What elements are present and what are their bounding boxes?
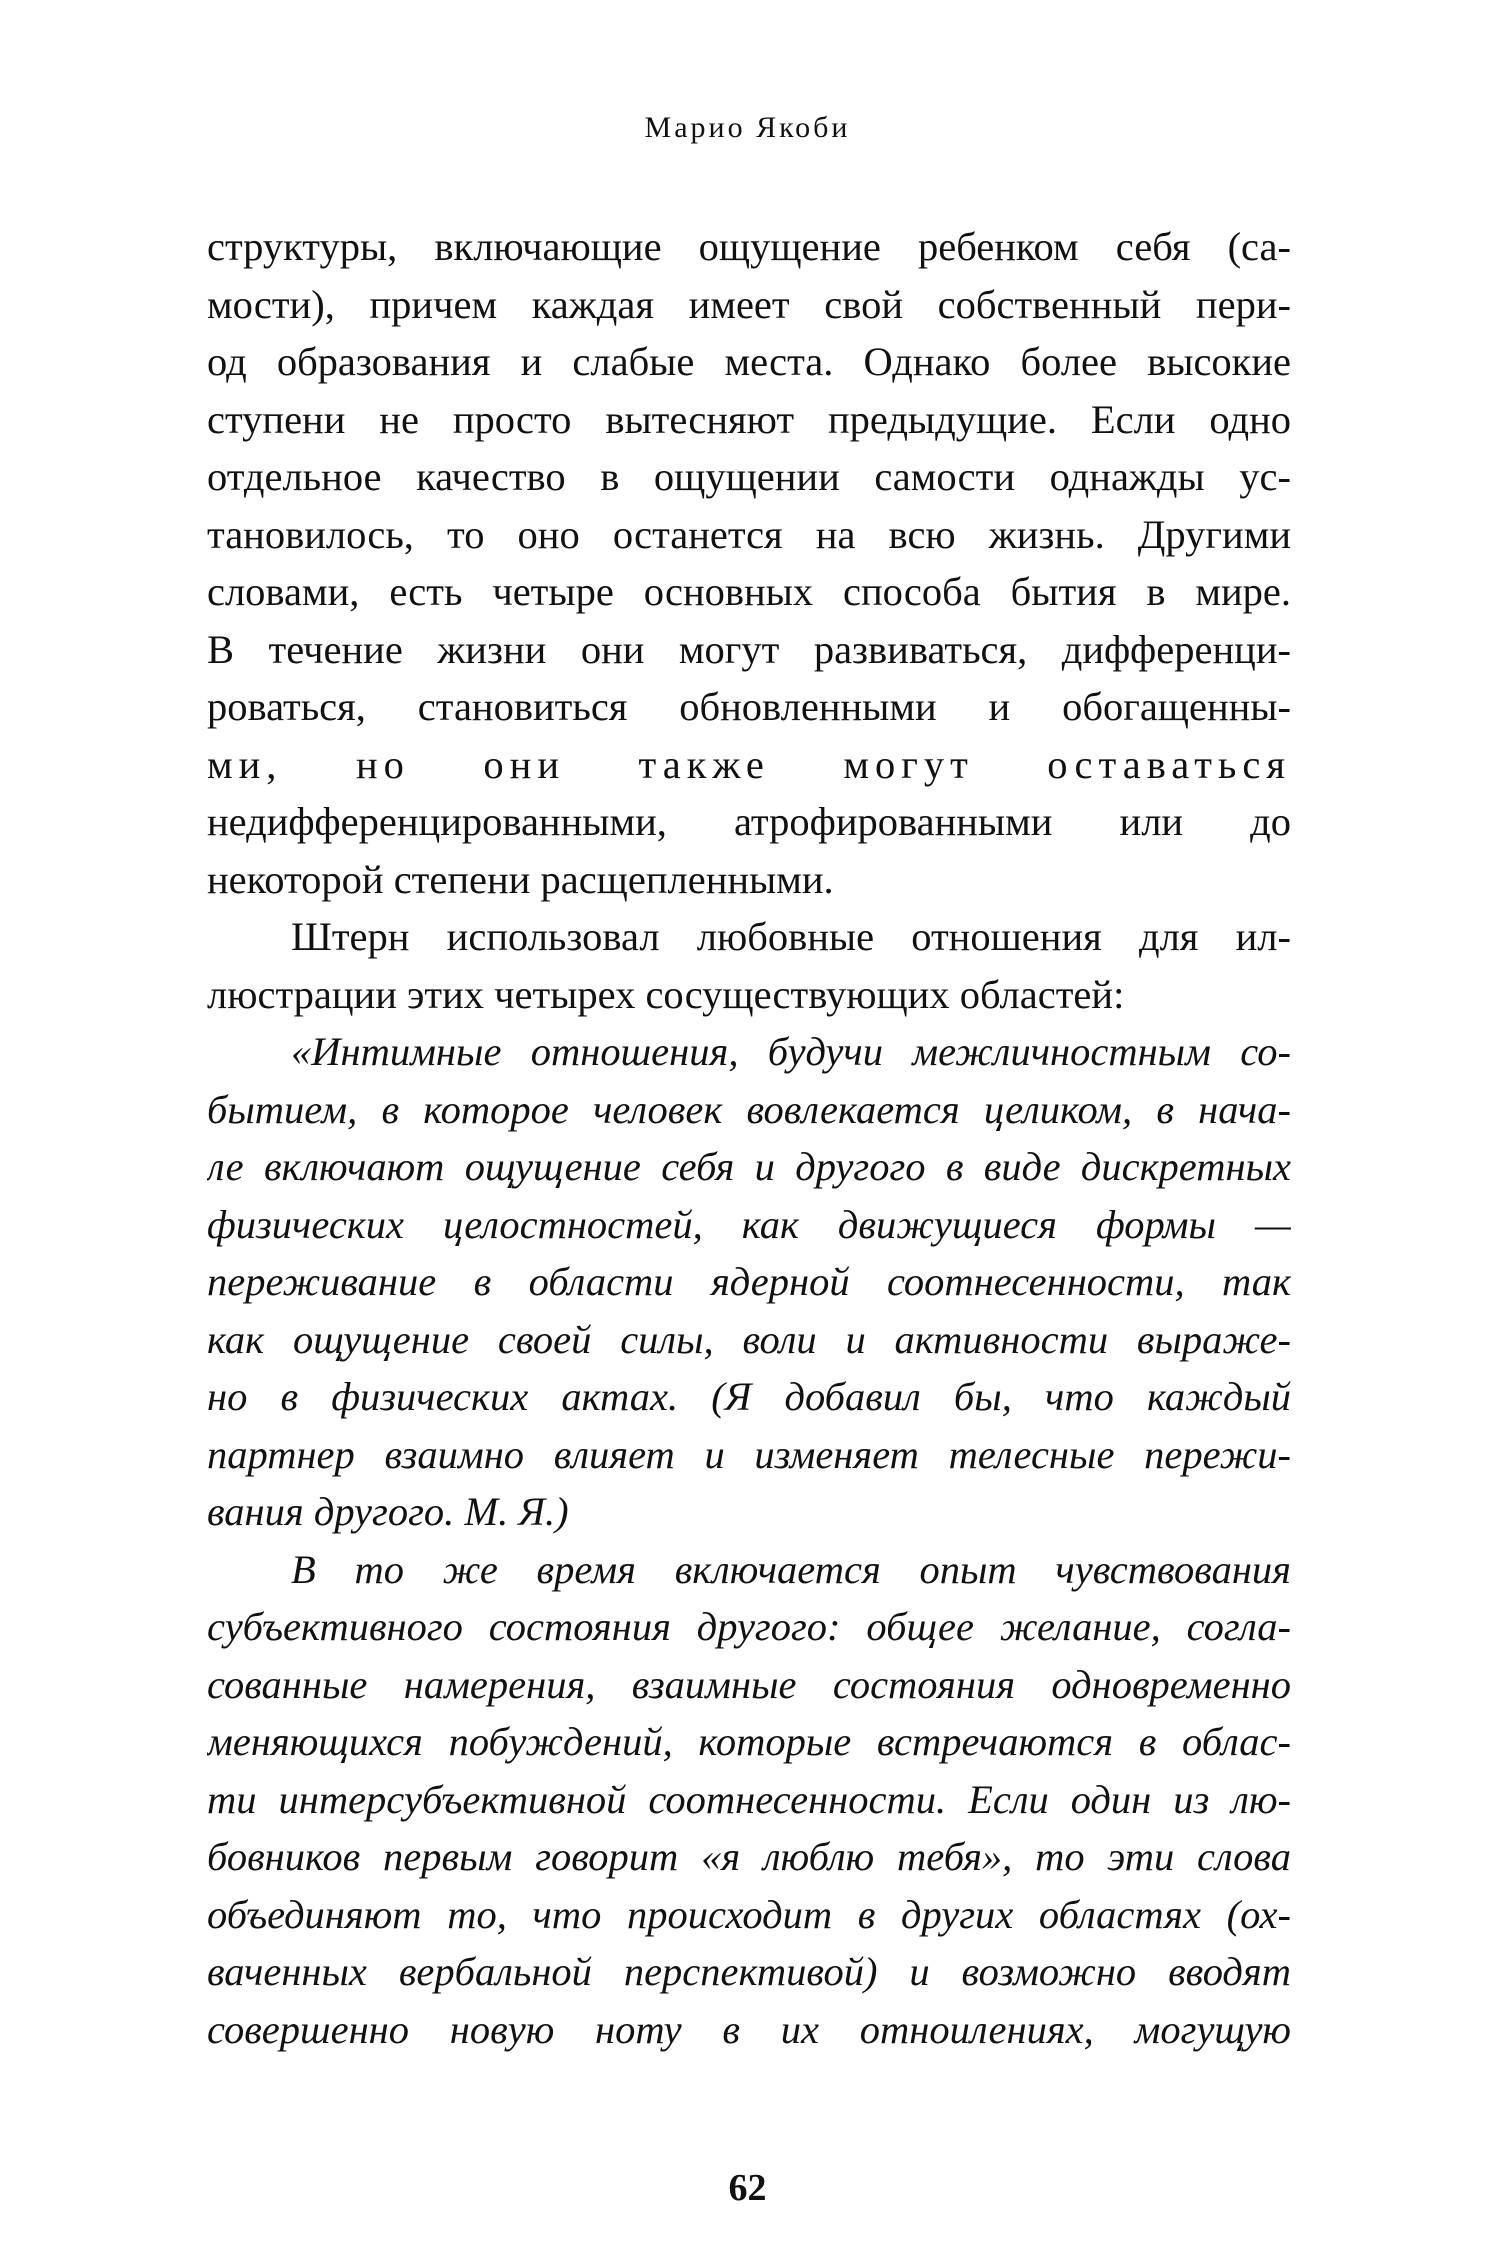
paragraph-1 bbox=[207, 218, 1291, 908]
quote-1 bbox=[207, 1023, 1291, 1541]
text-line: вания другого. М. Я.) bbox=[207, 1489, 569, 1534]
text-line: совершенно новую ноту в их отноилениях, могущую bbox=[207, 2006, 1291, 2052]
page-body bbox=[207, 218, 1291, 2058]
text-line: бытием, в которое человек вовлекается целиком, в нача- bbox=[207, 1086, 1291, 1132]
text-line: физических целостностей, как движущиеся формы — bbox=[207, 1201, 1291, 1247]
text-line: отдельное качество в ощущении самости однажды ус- bbox=[207, 454, 1291, 499]
page-number: 62 bbox=[728, 2167, 767, 2209]
text-line: од образования и слабые места. Однако более высокие bbox=[207, 339, 1291, 384]
text-line: тановилось, то оно останется на всю жизнь. Другими bbox=[207, 511, 1291, 557]
text-line: В то же время включается опыт чувствования bbox=[291, 1546, 1291, 1592]
text-line: субъективного состояния другого: общее желание, согла- bbox=[207, 1604, 1291, 1649]
text-line: меняющихся побуждений, которые встречаются в облас- bbox=[207, 1719, 1291, 1764]
text-line: но в физических актах. (Я добавил бы, что каждый bbox=[207, 1374, 1291, 1419]
text-line: роваться, становиться обновленными и обогащенны- bbox=[207, 684, 1291, 729]
text-line: ле включают ощущение себя и другого в виде дискретных bbox=[207, 1144, 1291, 1189]
text-line: недифференцированными, атрофированными или до bbox=[207, 799, 1291, 844]
text-line: ваченных вербальной перспективой) и возможно вводят bbox=[207, 1949, 1291, 1994]
text-line: ступени не просто вытесняют предыдущие. Если одно bbox=[207, 396, 1291, 442]
running-head-author: Марио Якоби bbox=[644, 111, 851, 144]
text-line: сованные намерения, взаимные состояния одновременно bbox=[207, 1661, 1291, 1707]
quote-2 bbox=[207, 1541, 1291, 2059]
text-line: объединяют то, что происходит в других областях (ох- bbox=[207, 1891, 1291, 1937]
paragraph-2 bbox=[207, 908, 1291, 1023]
text-line: ти интерсубъективной соотнесенности. Если один из лю- bbox=[207, 1776, 1291, 1822]
text-line: мости), причем каждая имеет свой собственный пери- bbox=[207, 281, 1291, 327]
text-line: переживание в области ядерной соотнесенности, так bbox=[207, 1259, 1291, 1304]
text-line: Штерн использовал любовные отношения для ил- bbox=[291, 914, 1291, 959]
text-line: как ощущение своей силы, воли и активности выраже- bbox=[207, 1316, 1291, 1362]
text-line: структуры, включающие ощущение ребенком себя (са- bbox=[207, 224, 1291, 269]
text-line: партнер взаимно влияет и изменяет телесные пережи- bbox=[207, 1431, 1291, 1477]
text-line: некоторой степени расщепленными. bbox=[207, 856, 834, 902]
text-line: люстрации этих четырех сосуществующих областей: bbox=[207, 971, 1125, 1017]
text-line: бовников первым говорит «я люблю тебя», то эти слова bbox=[207, 1834, 1291, 1879]
text-line: «Интимные отношения, будучи межличностным со- bbox=[291, 1029, 1291, 1074]
text-line: В течение жизни они могут развиваться, дифференци- bbox=[207, 626, 1291, 672]
text-line: ми, но они также могут оставаться bbox=[207, 741, 1291, 787]
text-line: словами, есть четыре основных способа бытия в мире. bbox=[207, 569, 1291, 614]
